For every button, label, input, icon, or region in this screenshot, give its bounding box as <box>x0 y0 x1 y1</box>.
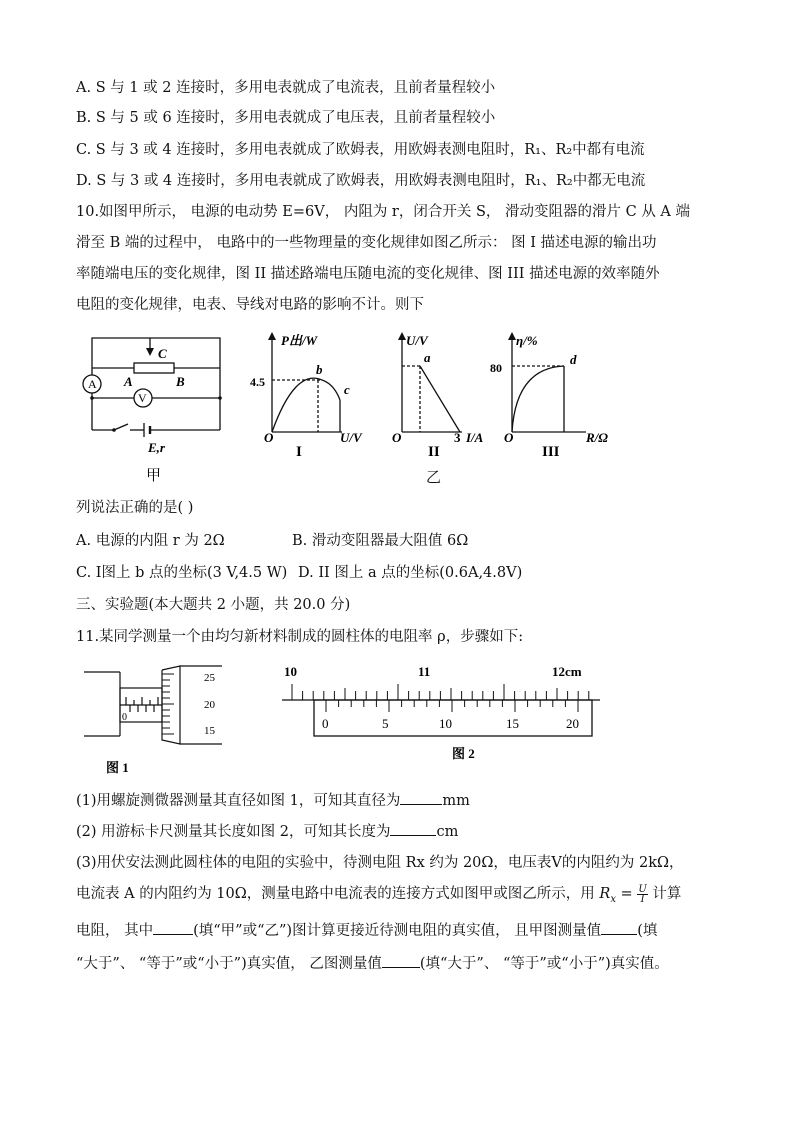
graph3-y-tick: 80 <box>490 361 502 375</box>
q11-part-1-text: (1)用螺旋测微器测量其直径如图 1，可知其直径为 <box>76 793 401 809</box>
graph3-origin: O <box>504 430 514 445</box>
q11-part-3-line-2 <box>76 884 681 910</box>
graph1-y-tick: 4.5 <box>250 375 265 389</box>
graph-group-caption: 乙 <box>426 468 442 486</box>
micrometer-caption: 图 1 <box>106 760 129 775</box>
vernier-tick-20: 20 <box>566 716 579 731</box>
circuit-diagram <box>78 332 228 484</box>
graph1-x-label: U/V <box>340 430 362 445</box>
q11-part-3-line-4 <box>76 953 669 974</box>
q11-part-3-line-1: (3)用伏安法测此圆柱体的电阻的实验中，待测电阻 Rx 约为 20Ω，电压表V的内阻约为 2kΩ， <box>76 855 684 871</box>
q11-part-3-line-3-c: (填 <box>637 923 658 939</box>
q11-part-2-unit: cm <box>436 824 459 840</box>
graph-voltage-vs-current <box>388 328 498 478</box>
vernier-tick-5: 5 <box>382 716 389 731</box>
thimble-tick-20: 20 <box>204 699 215 711</box>
main-tick-11: 11 <box>418 664 431 679</box>
thimble-tick-15: 15 <box>204 725 215 737</box>
voltmeter-label: V <box>138 391 147 405</box>
q9-option-b: B. S 与 5 或 6 连接时，多用电表就成了电压表，且前者量程较小 <box>76 110 496 126</box>
formula-r: R <box>599 886 611 902</box>
q11-part-3-line-3 <box>76 920 657 941</box>
end-a-label: A <box>124 374 133 389</box>
q10-stem-line-3: 率随端电压的变化规律，图 II 描述路端电压随电流的变化规律、图 III 描述电源的效率随外 <box>76 266 660 282</box>
graph2-x-tick: 3 <box>454 430 461 445</box>
caliper-caption: 图 2 <box>452 746 475 761</box>
end-b-label: B <box>176 374 185 389</box>
graph2-roman: II <box>428 444 440 460</box>
q9-option-a: A. S 与 1 或 2 连接时，多用电表就成了电流表，且前者量程较小 <box>76 80 496 96</box>
q9-option-c: C. S 与 3 或 4 连接时，多用电表就成了欧姆表，用欧姆表测电阻时，R₁、R₂中都有电流 <box>76 142 645 158</box>
q11-part-1-unit: mm <box>442 793 470 809</box>
q11-part-1-blank[interactable] <box>400 790 442 805</box>
graph1-point-b: b <box>316 362 323 377</box>
caliper-figure <box>282 660 600 768</box>
resistance-formula: $R_x$ = $\frac{U}{I}$ <box>599 883 647 905</box>
q10-option-c: C. I图上 b 点的坐标(3 V,4.5 W) <box>76 565 288 581</box>
q9-option-d: D. S 与 3 或 4 连接时，多用电表就成了欧姆表，用欧姆表测电阻时，R₁、R₂中都无电流 <box>76 173 646 189</box>
q11-part-1 <box>76 790 470 811</box>
main-tick-10: 10 <box>284 664 297 679</box>
section-heading: 三、实验题(本大题共 2 小题，共 20.0 分) <box>76 597 351 613</box>
circuit-caption: 甲 <box>146 468 162 484</box>
q11-part-2-blank[interactable] <box>390 821 436 836</box>
thimble-tick-25: 25 <box>204 672 215 684</box>
graph1-origin: O <box>264 430 274 445</box>
graph-power-vs-voltage <box>250 328 380 478</box>
source-label: E,r <box>148 440 165 455</box>
q10-stem-line-1: 10.如图甲所示， 电源的电动势 E=6V， 内阻为 r，闭合开关 S， 滑动变阻器的滑片 C 从 A 端 <box>76 204 691 220</box>
q11-part-2 <box>76 821 458 842</box>
q10-option-b: B. 滑动变阻器最大阻值 6Ω <box>292 533 469 549</box>
graph3-x-label: R/Ω <box>586 430 608 445</box>
q11-part-3-line-4-b: (填“大于”、 “等于”或“小于”)真实值。 <box>419 956 669 972</box>
q11-part-3-line-2-text: 电流表 A 的内阻约为 10Ω，测量电路中电流表的连接方式如图甲或图乙所示，用 <box>76 886 595 902</box>
q10-question-end: 列说法正确的是( ) <box>76 500 194 516</box>
answer-blank-yi-compare[interactable] <box>382 953 420 968</box>
graph2-y-label: U/V <box>406 333 428 348</box>
main-tick-12cm: 12cm <box>552 664 582 679</box>
micrometer-figure <box>84 662 234 782</box>
graph3-roman: III <box>542 444 560 460</box>
graph1-roman: I <box>296 444 302 460</box>
vernier-tick-0: 0 <box>322 716 329 731</box>
graph1-y-label: P出/W <box>281 333 318 348</box>
vernier-tick-10: 10 <box>439 716 452 731</box>
answer-blank-which-figure[interactable] <box>153 920 193 935</box>
graph-efficiency-vs-resistance <box>490 328 620 478</box>
q10-stem-line-4: 电阻的变化规律，电表、导线对电路的影响不计。则下 <box>76 297 424 313</box>
q10-option-a: A. 电源的内阻 r 为 2Ω <box>76 533 225 549</box>
q11-stem: 11.某同学测量一个由均匀新材料制成的圆柱体的电阻率 ρ，步骤如下: <box>76 629 524 645</box>
q11-part-2-text: (2) 用游标卡尺测量其长度如图 2，可知其长度为 <box>76 824 391 840</box>
answer-blank-jia-compare[interactable] <box>601 920 637 935</box>
q10-stem-line-2: 滑至 B 端的过程中， 电路中的一些物理量的变化规律如图乙所示： 图 I 描述电源的输出功 <box>76 235 657 251</box>
ammeter-label: A <box>88 377 97 391</box>
graph2-origin: O <box>392 430 402 445</box>
q10-option-d: D. II 图上 a 点的坐标(0.6A,4.8V) <box>298 565 523 581</box>
slider-c-label: C <box>158 346 167 361</box>
graph3-point-d: d <box>570 352 577 367</box>
q11-part-3-line-3-b: (填“甲”或“乙”)图计算更接近待测电阻的真实值， 且甲图测量值 <box>193 923 602 939</box>
q11-part-3-line-3-a: 电阻， 其中 <box>76 923 154 939</box>
q11-part-3-line-4-a: “大于”、 “等于”或“小于”)真实值， 乙图测量值 <box>76 956 382 972</box>
graph1-point-c: c <box>344 382 350 397</box>
graph2-point-a: a <box>424 350 431 365</box>
formula-numerator: U <box>638 883 647 895</box>
graph2-x-label: I/A <box>466 430 484 445</box>
formula-sub: x <box>610 893 616 905</box>
formula-denominator: I <box>640 893 645 905</box>
vernier-tick-15: 15 <box>506 716 519 731</box>
graph3-y-label: η/% <box>516 333 538 348</box>
q11-part-3-line-2-end: 计算 <box>652 886 682 902</box>
sleeve-zero-label: 0 <box>122 712 127 723</box>
formula-fraction <box>637 885 647 904</box>
